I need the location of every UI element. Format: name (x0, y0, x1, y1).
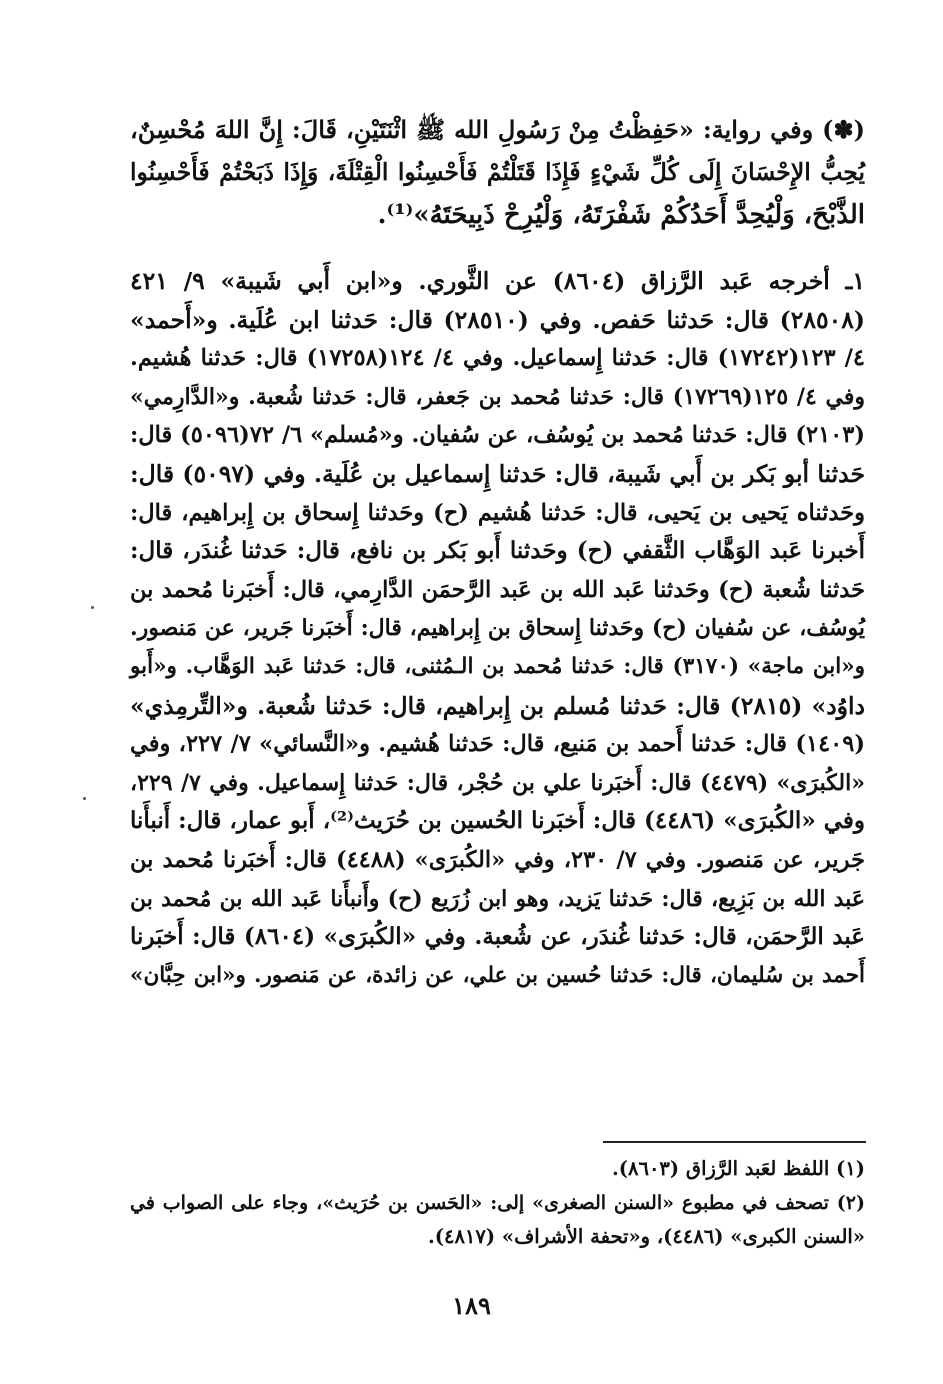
takhrij-line: أَخبرنا عَبد الوَهَّاب الثَّقفي (ح) وحَدثنا أَبو بَكر بن نافع، قال: حَدثنا غُندَر، قال: (130, 537, 865, 565)
footnote-2-line-2: «السنن الكبرى» (٤٤٨٦)، و«تحفة الأشراف» (٤٨١٧). (427, 1225, 865, 1248)
takhrij-line: حَدثنا أبو بَكر بن أَبي شَيبة، قال: حَدثنا إِسماعيل بن عُلَية. وفي (٥٠٩٧) قال: (130, 459, 865, 488)
hadith-line: الذَّبْحَ، وَلْيُحِدَّ أَحَدُكُمْ شَفْرَتَهُ، وَلْيُرِحْ ذَبِيحَتَهُ»⁽¹⁾. (377, 200, 865, 230)
takhrij-line: وفي «الكُبرَى» (٤٤٨٦) قال: أَخبَرنا الحُسين بن حُرَيث⁽²⁾، أَبو عمار، قال: أَنبأَنا (130, 807, 866, 835)
takhrij-line: (٢١٠٣) قال: حَدثنا مُحمد بن يُوسُف، عن سُفيان. و«مُسلم» ٦/ ٧٢(٥٠٩٦) قال: (130, 422, 866, 449)
takhrij-paragraph (130, 262, 865, 995)
takhrij-line: وحَدثناه يَحيى بن يَحيى، قال: حَدثنا هُشيم (ح) وحَدثنا إِسحاق بن إِبراهيم، قال: (130, 499, 865, 526)
takhrij-line: داوُد» (٢٨١٥) قال: حَدثنا مُسلم بن إِبراهيم، قال: حَدثنا شُعبة. و«التِّرمِذي» (130, 691, 865, 720)
takhrij-line: عَبد الرَّحمَن، قال: حَدثنا غُندَر، عن شُعبة. وفي «الكُبرَى» (٨٦٠٤) قال: أَخبَرنا (130, 923, 865, 951)
takhrij-line: حَدثنا شُعبة (ح) وحَدثنا عَبد الله بن عَبد الرَّحمَن الدَّارِمي، قال: أَخبَرنا مُحمد بن (130, 576, 865, 603)
footnotes (130, 1152, 865, 1254)
takhrij-line: يُوسُف، عن سُفيان (ح) وحَدثنا إِسحاق بن إِبراهيم، قال: أَخبَرنا جَرير، عن مَنصور. (130, 615, 865, 642)
takhrij-line: و«ابن ماجة» (٣١٧٠) قال: حَدثنا مُحمد بن الـمُثنى، قال: حَدثنا عَبد الوَهَّاب. و«أَبو (130, 653, 865, 679)
takhrij-line: عَبد الله بن بَزِيع، قال: حَدثنا يَزيد، وهو ابن زُرَيع (ح) وأَنبأَنا عَبد الله بن مُحمد بن (130, 885, 865, 912)
takhrij-line: أَحمد بن سُليمان، قال: حَدثنا حُسين بن علي، عن زائدة، عن مَنصور. و«ابن حِبَّان» (130, 962, 865, 988)
takhrij-line: (١٤٠٩) قال: حَدثنا أَحمد بن مَنيع، قال: حَدثنا هُشيم. و«النَّسائي» ٧/ ٢٢٧، وفي (130, 731, 865, 758)
takhrij-line: وفي ٤/ ١٢٥(١٧٢٦٩) قال: حَدثنا مُحمد بن جَعفر، قال: حَدثنا شُعبة. و«الدَّارِمي» (130, 383, 865, 410)
takhrij-line: «الكُبرَى» (٤٤٧٩) قال: أَخبَرنا علي بن حُجْر، قال: حَدثنا إِسماعيل. وفي ٧/ ٢٢٩، (130, 769, 865, 796)
takhrij-line: (٢٨٥٠٨) قال: حَدثنا حَفص. وفي (٢٨٥١٠) قال: حَدثنا ابن عُلَية. و«أَحمد» (130, 305, 865, 334)
footnote-separator (603, 1141, 866, 1143)
hadith-line: يُحِبُّ الإِحْسَانَ إِلَى كُلِّ شَيْءٍ فَإِذَا قَتَلْتُمْ فَأَحْسِنُوا الْقِتْلَةَ، وَإِذَا ذَبَحْتُمْ فَأَحْسِنُوا (130, 158, 865, 186)
scan-speck (83, 797, 86, 800)
hadith-line: (✽) وفي رواية: «حَفِظْتُ مِنْ رَسُولِ الله ﷺ اثْنَتَيْنِ، قَالَ: إِنَّ اللهَ مُحْسِنٌ، (130, 115, 865, 144)
footnote-1: (١) اللفظ لعَبد الرَّزاق (٨٦٠٣). (612, 1157, 865, 1180)
footnote-2-line-1: (٢) تصحف في مطبوع «السنن الصغرى» إلى: «الحَسن بن حُرَيث»، وجاء على الصواب في (130, 1192, 865, 1214)
hadith-text (130, 108, 865, 237)
takhrij-line: ١ـ أخرجه عَبد الرَّزاق (٨٦٠٤) عن الثَّوري. و«ابن أَبي شَيبة» ٩/ ٤٢١ (130, 267, 866, 295)
page-number: ١٨٩ (452, 1291, 491, 1320)
scan-speck (91, 606, 94, 609)
takhrij-line: ٤/ ١٢٣(١٧٢٤٢) قال: حَدثنا إِسماعيل. وفي ٤/ ١٢٤(١٧٢٥٨) قال: حَدثنا هُشيم. (130, 345, 865, 372)
takhrij-line: جَرير، عن مَنصور. وفي ٧/ ٢٣٠، وفي «الكُبرَى» (٤٤٨٨) قال: أَخبَرنا مُحمد بن (130, 846, 865, 873)
